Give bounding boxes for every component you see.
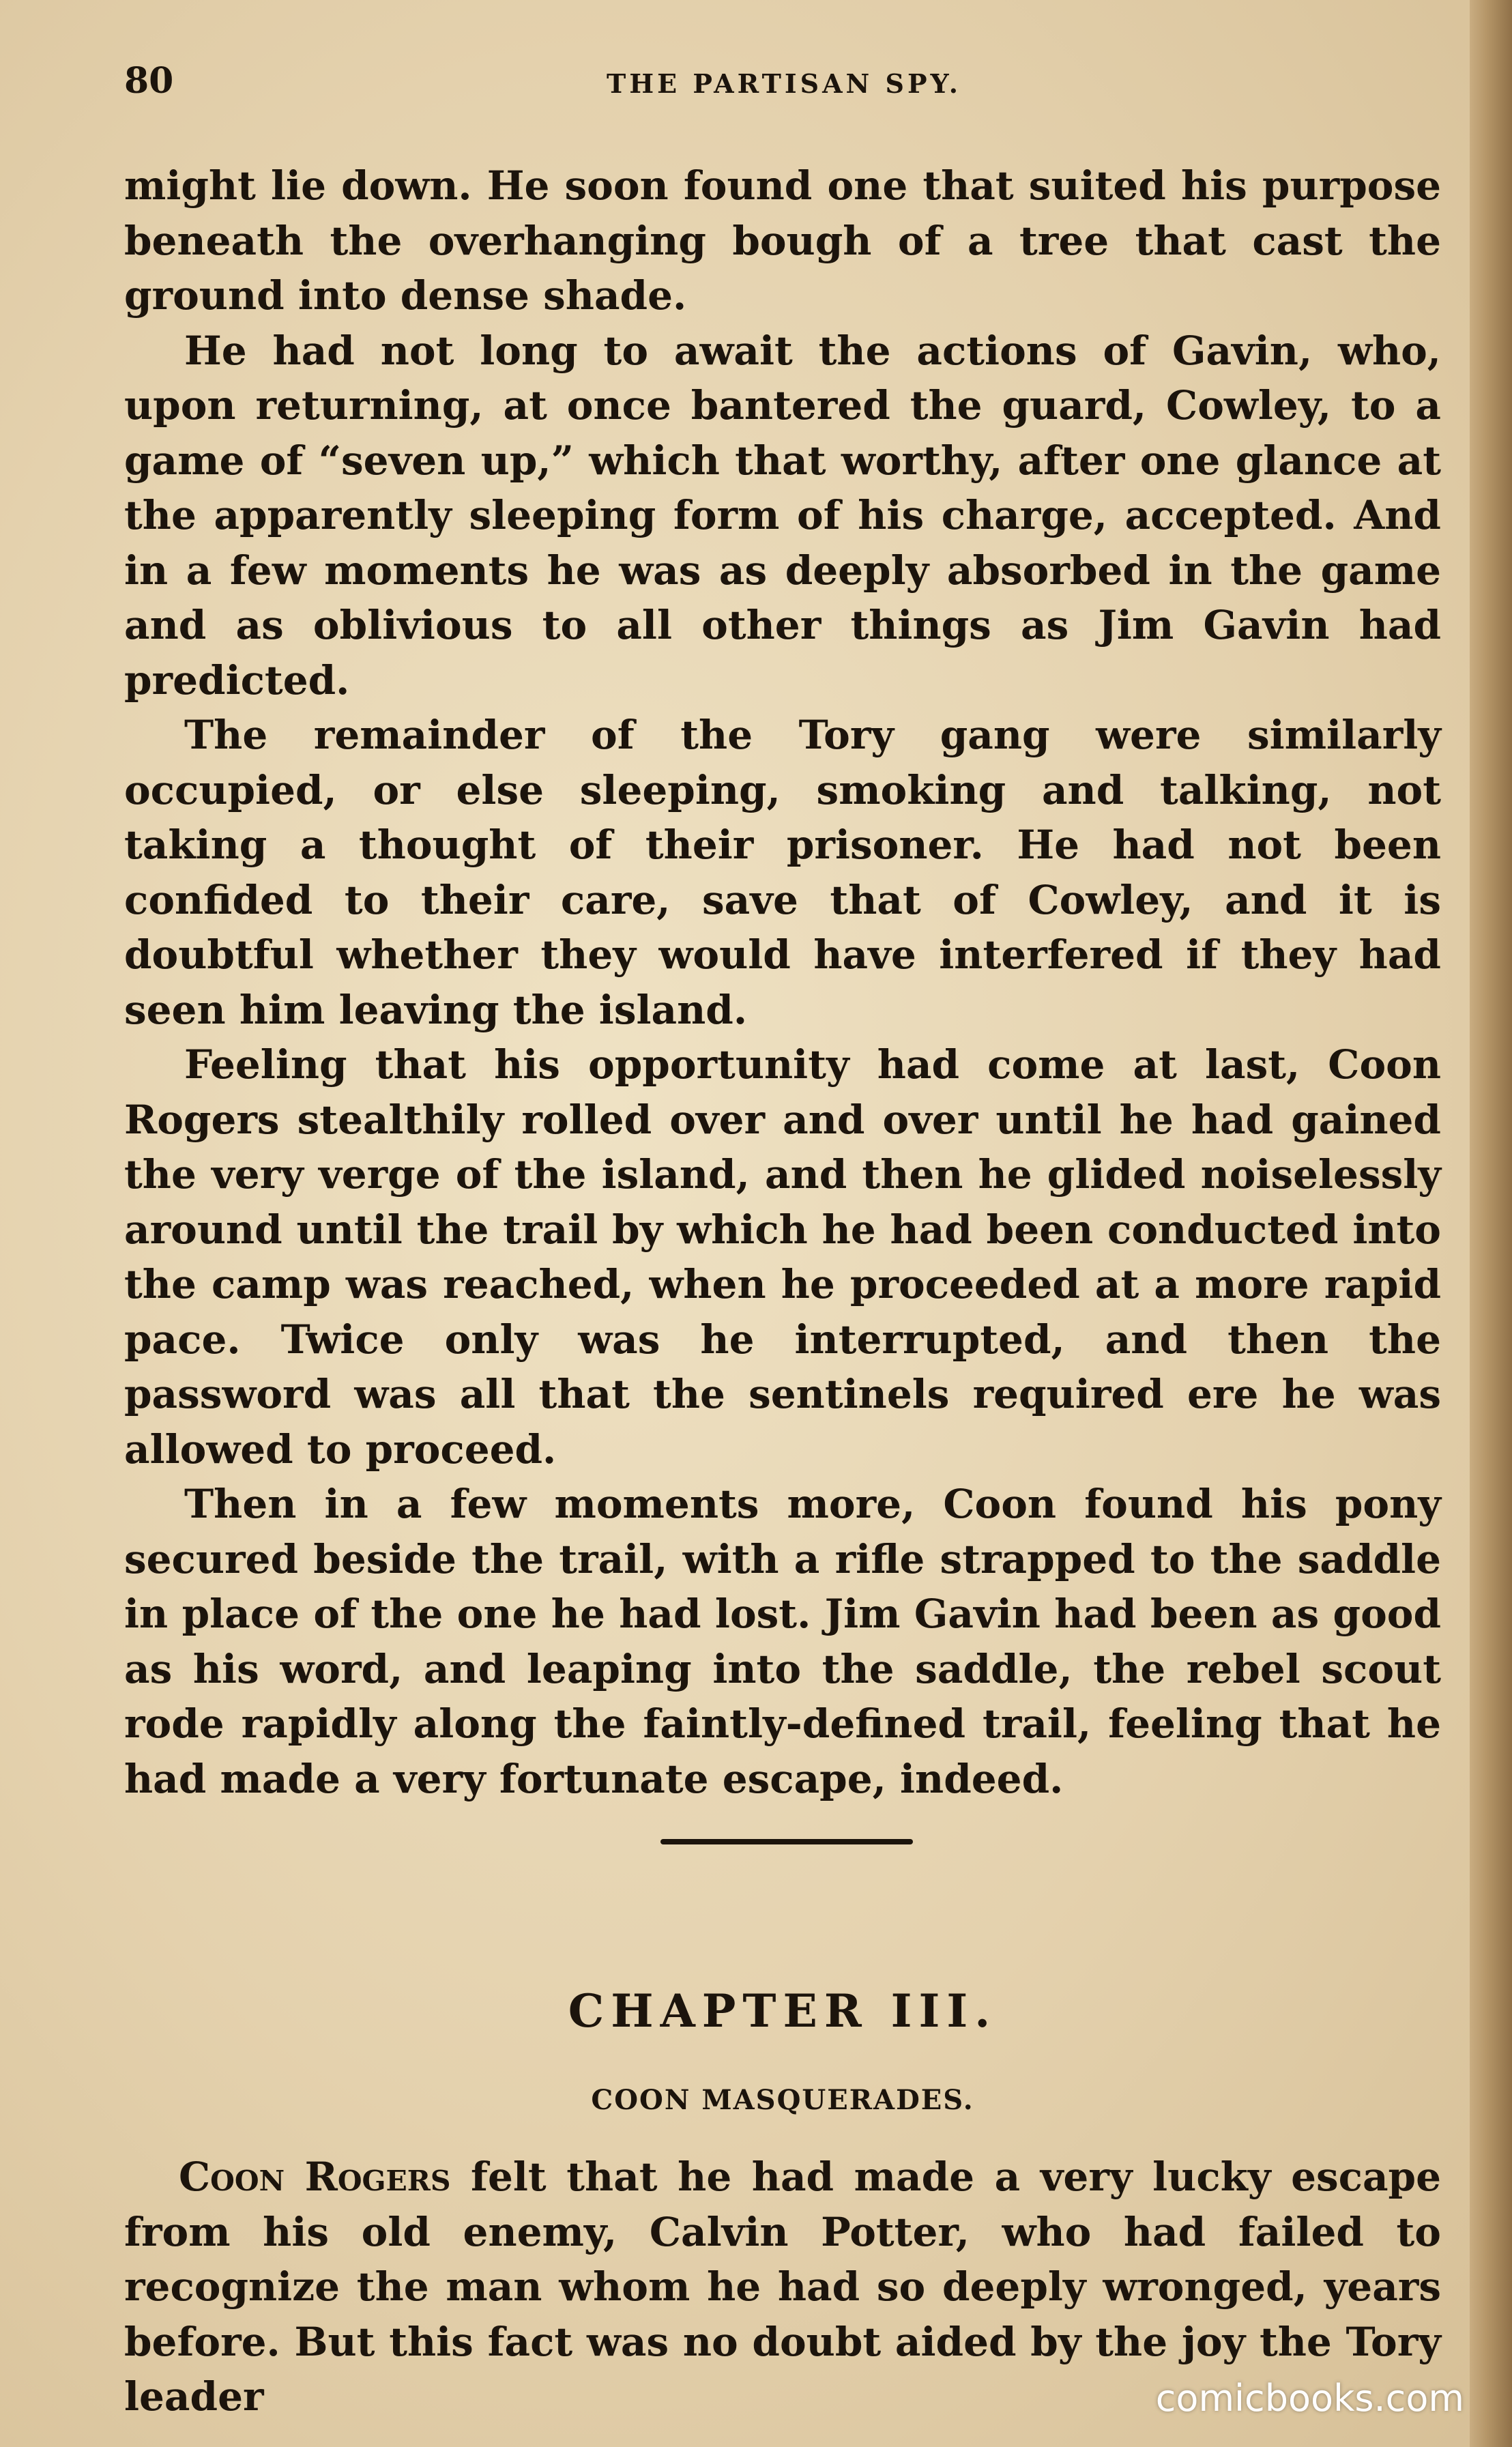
paragraph: The remainder of the Tory gang were similarly occupied, or else sleeping, smoking and talking, not taking a thought of their prisoner. He had not been confided to their care, save that of Cowley, and it is doubtful whether they would have interfered if they had seen him leaving the island. [124, 712, 1441, 1033]
paragraph: Feeling that his opportunity had come at last, Coon Rogers stealthily rolled over and over until he had gained the very verge of the island, and then he glided noiselessly around until the trail by which he had been conducted into the camp was reached, when he proceeded at a more rapid pace. Twice only was he interrupted, and then the password was all that the sentinels required ere he was allowed to proceed. [124, 1041, 1441, 1473]
paragraph: might lie down. He soon found one that suited his purpose beneath the overhanging bough of a tree that cast the ground into dense shade. [124, 162, 1441, 319]
watermark: comicbooks.com [1155, 2377, 1464, 2420]
page-number: 80 [124, 60, 174, 102]
opening-small-caps: Coon Rogers [179, 2154, 451, 2200]
chapter-title: CHAPTER III. [568, 1984, 998, 2038]
book-spine-edge [1470, 0, 1512, 2447]
section-divider [660, 1839, 913, 1844]
opening-text: felt that he had made a very lucky escape from his old enemy, Calvin Potter, who had failed to recognize the man whom he had so deeply wronged, years before. But this fact was no doubt aided by the joy the Tory leader [124, 2154, 1441, 2420]
paragraph: He had not long to await the actions of Gavin, who, upon returning, at once bantered the guard, Cowley, to a game of “seven up,” which that worthy, after one glance at the apparently sleeping form of his charge, accepted. And in a few moments he was as deeply absorbed in the game and as oblivious to all other things as Jim Gavin had predicted. [124, 327, 1441, 704]
chapter-subtitle: COON MASQUERADES. [591, 2084, 974, 2116]
paragraph: Then in a few moments more, Coon found his pony secured beside the trail, with a rifle strapped to the saddle in place of the one he had lost. Jim Gavin had been as good as his word, and leaping into the saddle, the rebel scout rode rapidly along the faintly-defined trail, feeling that he had made a very fortunate escape, indeed. [124, 1481, 1441, 1802]
running-head: THE PARTISAN SPY. [607, 68, 961, 99]
page-header [124, 60, 1444, 101]
body-text [124, 158, 1441, 1806]
